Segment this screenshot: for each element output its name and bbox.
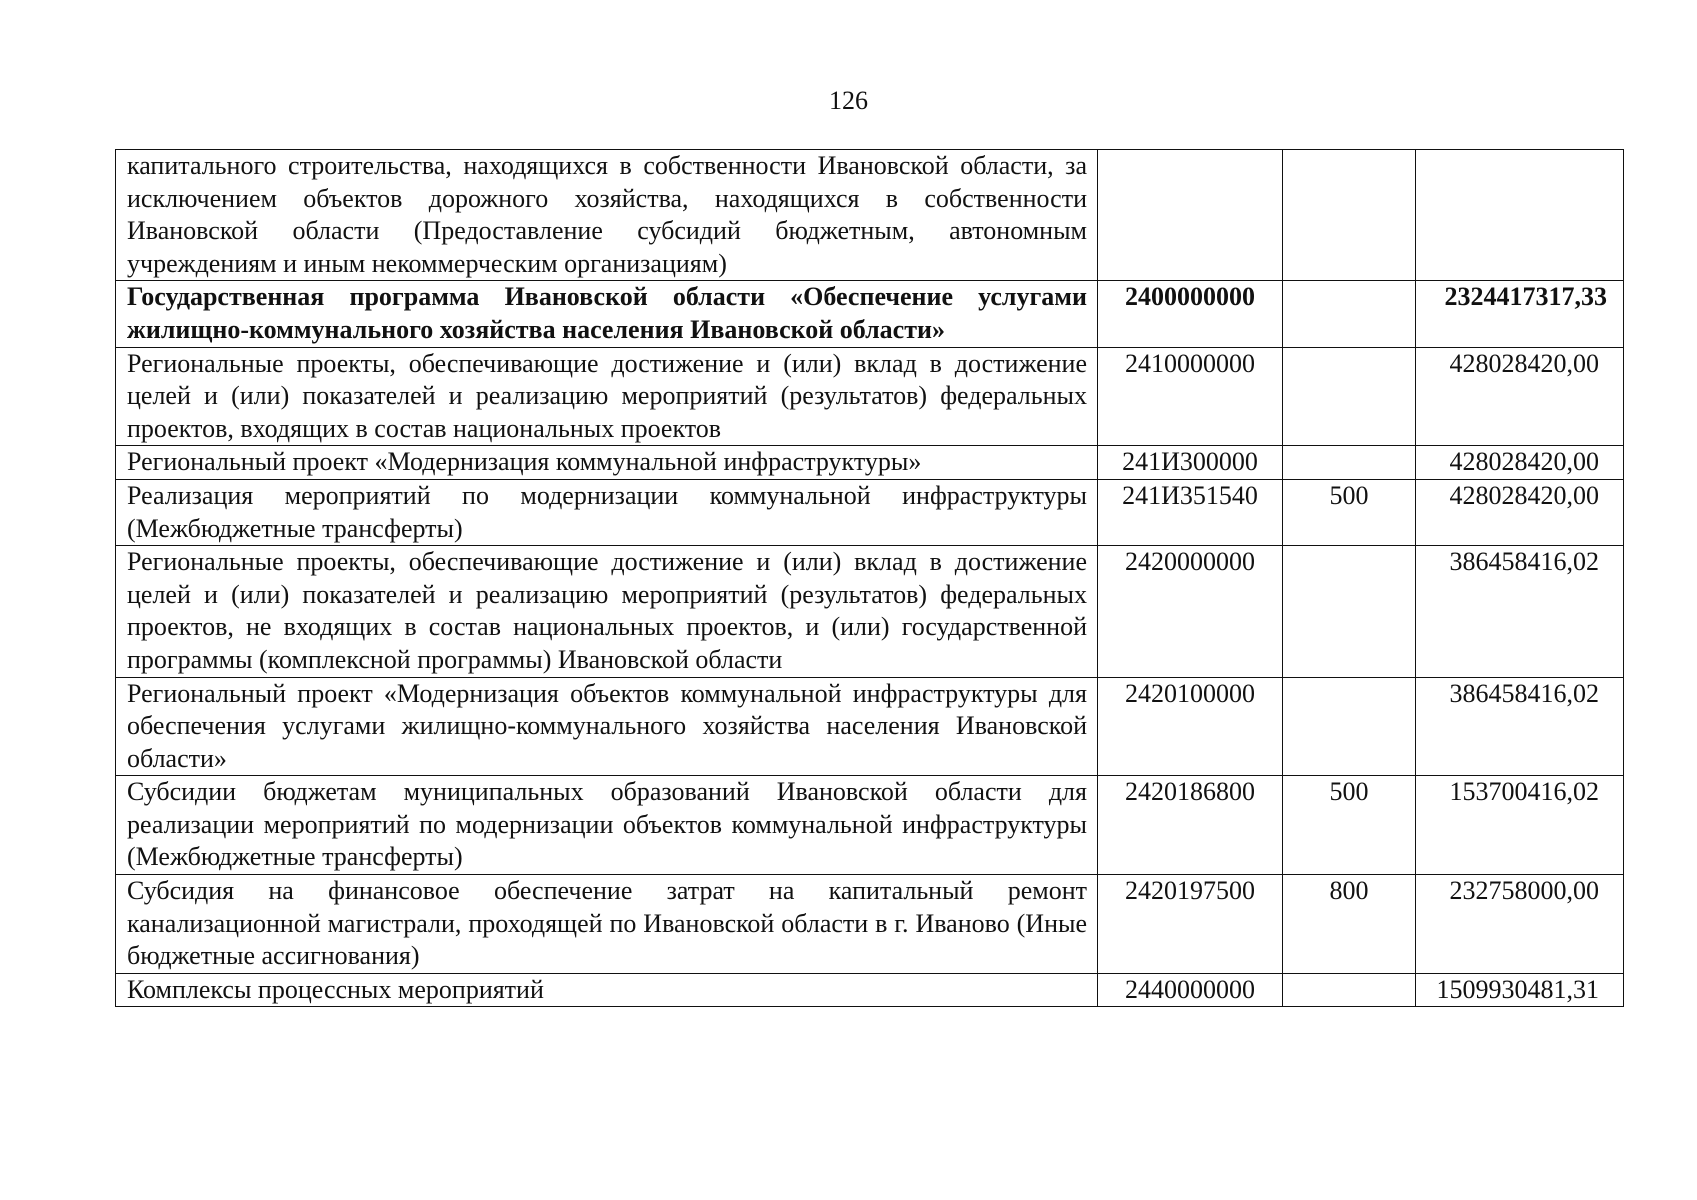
table-row: [116, 479, 1624, 545]
table-row: [116, 446, 1624, 480]
row-code: 241И300000: [1098, 446, 1283, 480]
row-amount: 153700416,02: [1416, 776, 1624, 875]
row-amount: 428028420,00: [1416, 446, 1624, 480]
row-expense-type: 800: [1283, 875, 1416, 974]
row-code: 2410000000: [1098, 347, 1283, 446]
row-name: Региональный проект «Модернизация объектов коммунальной инфраструктуры для обеспечения услугами жилищно-коммунального хозяйства населения Ивановской области»: [116, 677, 1098, 776]
row-expense-type: [1283, 281, 1416, 347]
row-amount: 1509930481,31: [1416, 973, 1624, 1007]
row-expense-type: 500: [1283, 776, 1416, 875]
row-expense-type: [1283, 546, 1416, 677]
row-name: Комплексы процессных мероприятий: [116, 973, 1098, 1007]
row-name: Реализация мероприятий по модернизации коммунальной инфраструктуры (Межбюджетные трансферты): [116, 479, 1098, 545]
table-row: [116, 776, 1624, 875]
row-code: 2400000000: [1098, 281, 1283, 347]
table-row: [116, 546, 1624, 677]
row-expense-type: [1283, 677, 1416, 776]
row-amount: 386458416,02: [1416, 546, 1624, 677]
row-amount: 428028420,00: [1416, 479, 1624, 545]
row-name: Субсидии бюджетам муниципальных образований Ивановской области для реализации мероприятий по модернизации объектов коммунальной инфраструктуры (Межбюджетные трансферты): [116, 776, 1098, 875]
table-row: [116, 875, 1624, 974]
row-name: Региональные проекты, обеспечивающие достижение и (или) вклад в достижение целей и (или) показателей и реализацию мероприятий (результатов) федеральных проектов, входящих в состав национальных проектов: [116, 347, 1098, 446]
table-row: [116, 677, 1624, 776]
row-code: 2420197500: [1098, 875, 1283, 974]
row-name: Государственная программа Ивановской области «Обеспечение услугами жилищно-коммунального хозяйства населения Ивановской области»: [116, 281, 1098, 347]
row-code: 2440000000: [1098, 973, 1283, 1007]
row-name: Региональный проект «Модернизация коммунальной инфраструктуры»: [116, 446, 1098, 480]
table-row: [116, 973, 1624, 1007]
table-row: [116, 150, 1624, 281]
row-name: Субсидия на финансовое обеспечение затрат на капитальный ремонт канализационной магистрали, проходящей по Ивановской области в г. Иваново (Иные бюджетные ассигнования): [116, 875, 1098, 974]
row-name: Региональные проекты, обеспечивающие достижение и (или) вклад в достижение целей и (или) показателей и реализацию мероприятий (результатов) федеральных проектов, не входящих в состав национальных проектов, и (или) государственной программы (комплексной программы) Ивановской области: [116, 546, 1098, 677]
row-code: 2420186800: [1098, 776, 1283, 875]
row-amount: [1416, 150, 1624, 281]
row-amount: 2324417317,33: [1416, 281, 1624, 347]
row-expense-type: [1283, 973, 1416, 1007]
row-amount: 428028420,00: [1416, 347, 1624, 446]
row-name: капитального строительства, находящихся в собственности Ивановской области, за исключением объектов дорожного хозяйства, находящихся в собственности Ивановской области (Предоставление субсидий бюджетным, автономным учреждениям и иным некоммерческим организациям): [116, 150, 1098, 281]
row-code: 241И351540: [1098, 479, 1283, 545]
table-row: [116, 347, 1624, 446]
row-code: 2420000000: [1098, 546, 1283, 677]
row-expense-type: [1283, 446, 1416, 480]
row-expense-type: [1283, 347, 1416, 446]
row-amount: 386458416,02: [1416, 677, 1624, 776]
page-number: 126: [829, 86, 868, 115]
row-code: 2420100000: [1098, 677, 1283, 776]
row-code: [1098, 150, 1283, 281]
table-row: [116, 281, 1624, 347]
row-expense-type: [1283, 150, 1416, 281]
row-amount: 232758000,00: [1416, 875, 1624, 974]
row-expense-type: 500: [1283, 479, 1416, 545]
budget-table: [115, 149, 1624, 1007]
